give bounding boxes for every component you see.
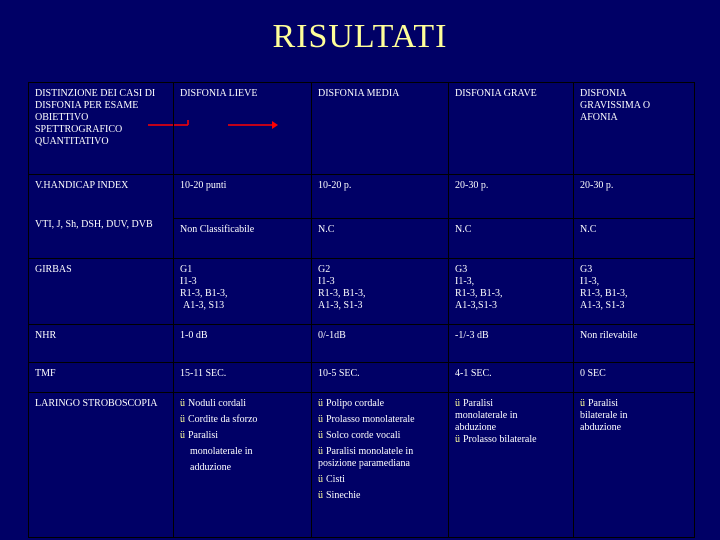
checkmark-icon: ü [455, 434, 460, 445]
cell-girbas-grave [449, 259, 574, 325]
row-label-laringo: LARINGO STROBOSCOPIA [29, 393, 174, 538]
table-row [29, 325, 695, 363]
girbas-line: G1 [180, 264, 193, 275]
check-item: ü Paralisi [580, 398, 618, 409]
row-label-vti: VTI, J, Sh, DSH, DUV, DVB [29, 219, 174, 259]
table-row [29, 219, 695, 259]
checkmark-icon: ü [180, 398, 185, 409]
girbas-line: A1-3, S13 [183, 300, 225, 311]
girbas-line: I1-3, [580, 276, 600, 287]
cell-vti-lieve: Non Classificabile [174, 219, 312, 259]
results-table [28, 82, 695, 538]
cell-nhr-media: 0/-1dB [312, 325, 449, 363]
girbas-line: A1-3, S1-3 [318, 300, 363, 311]
girbas-line: A1-3,S1-3 [455, 300, 497, 311]
row-label-tmf: TMF [29, 363, 174, 393]
girbas-line: I1-3 [318, 276, 335, 287]
table-row [29, 259, 695, 325]
check-item-continuation: posizione paramediana [318, 458, 410, 469]
check-item-continuation: abduzione [455, 422, 497, 433]
header-lieve: DISFONIA LIEVE [174, 83, 312, 175]
check-item: ü Noduli cordali [180, 398, 247, 409]
cell-nhr-lieve: 1-0 dB [174, 325, 312, 363]
cell-laringo-lieve [174, 393, 312, 538]
cell-vti-gravissima: N.C [574, 219, 695, 259]
checkmark-icon: ü [318, 414, 323, 425]
check-item-continuation: adduzione [190, 462, 232, 473]
girbas-line: R1-3, B1-3, [455, 288, 503, 299]
girbas-line: G2 [318, 264, 331, 275]
cell-vti-media: N.C [312, 219, 449, 259]
cell-nhr-grave: -1/-3 dB [449, 325, 574, 363]
checkmark-icon: ü [180, 430, 185, 441]
cell-girbas-gravissima [574, 259, 695, 325]
girbas-line: R1-3, B1-3, [580, 288, 628, 299]
table-row [29, 393, 695, 538]
cell-girbas-lieve [174, 259, 312, 325]
check-item: ü Cordite da sforzo [180, 414, 258, 425]
cell-handicap-lieve: 10-20 punti [174, 175, 312, 219]
row-label-nhr: NHR [29, 325, 174, 363]
table-row [29, 175, 695, 219]
girbas-line: I1-3 [180, 276, 197, 287]
checkmark-icon: ü [318, 430, 323, 441]
check-item: ü Solco corde vocali [318, 430, 401, 441]
check-item: ü Prolasso bilaterale [455, 434, 537, 445]
checkmark-icon: ü [180, 414, 185, 425]
row-label-girbas: GIRBAS [29, 259, 174, 325]
header-media: DISFONIA MEDIA [312, 83, 449, 175]
cell-nhr-gravissima: Non rilevabile [574, 325, 695, 363]
header-grave: DISFONIA GRAVE [449, 83, 574, 175]
girbas-line: I1-3, [455, 276, 475, 287]
checkmark-icon: ü [318, 446, 323, 457]
girbas-line: A1-3, S1-3 [580, 300, 625, 311]
cell-laringo-gravissima [574, 393, 695, 538]
check-item: ü Paralisi [180, 430, 218, 441]
checkmark-icon: ü [580, 398, 585, 409]
cell-tmf-grave: 4-1 SEC. [449, 363, 574, 393]
cell-handicap-gravissima: 20-30 p. [574, 175, 695, 219]
header-criteria: DISTINZIONE DEI CASI DI DISFONIA PER ESAME OBIETTIVO SPETTROGRAFICO QUANTITATIVO [29, 83, 174, 175]
checkmark-icon: ü [318, 474, 323, 485]
cell-handicap-media: 10-20 p. [312, 175, 449, 219]
check-item-continuation: bilaterale in [580, 410, 628, 421]
table-row [29, 363, 695, 393]
checkmark-icon: ü [318, 398, 323, 409]
cell-tmf-media: 10-5 SEC. [312, 363, 449, 393]
page-title: RISULTATI [272, 18, 448, 55]
check-item: ü Paralisi monolatele in [318, 446, 414, 457]
check-item: ü Prolasso monolaterale [318, 414, 415, 425]
girbas-line: G3 [580, 264, 593, 275]
check-item-continuation: abduzione [580, 422, 622, 433]
cell-laringo-media [312, 393, 449, 538]
check-item-continuation: monolaterale in [455, 410, 518, 421]
girbas-line: R1-3, B1-3, [318, 288, 366, 299]
header-gravissima: DISFONIA GRAVISSIMA O AFONIA [574, 83, 695, 175]
table-header-row [29, 83, 695, 175]
check-item: ü Paralisi [455, 398, 493, 409]
cell-laringo-grave [449, 393, 574, 538]
cell-tmf-gravissima: 0 SEC [574, 363, 695, 393]
check-item-continuation: monolaterale in [190, 446, 253, 457]
checkmark-icon: ü [455, 398, 460, 409]
girbas-line: R1-3, B1-3, [180, 288, 228, 299]
cell-vti-grave: N.C [449, 219, 574, 259]
row-label-handicap: V.HANDICAP INDEX [29, 175, 174, 219]
check-item: ü Sinechie [318, 490, 361, 501]
cell-girbas-media [312, 259, 449, 325]
girbas-line: G3 [455, 264, 468, 275]
check-item: ü Polipo cordale [318, 398, 385, 409]
cell-tmf-lieve: 15-11 SEC. [174, 363, 312, 393]
cell-handicap-grave: 20-30 p. [449, 175, 574, 219]
checkmark-icon: ü [318, 490, 323, 501]
check-item: ü Cisti [318, 474, 345, 485]
